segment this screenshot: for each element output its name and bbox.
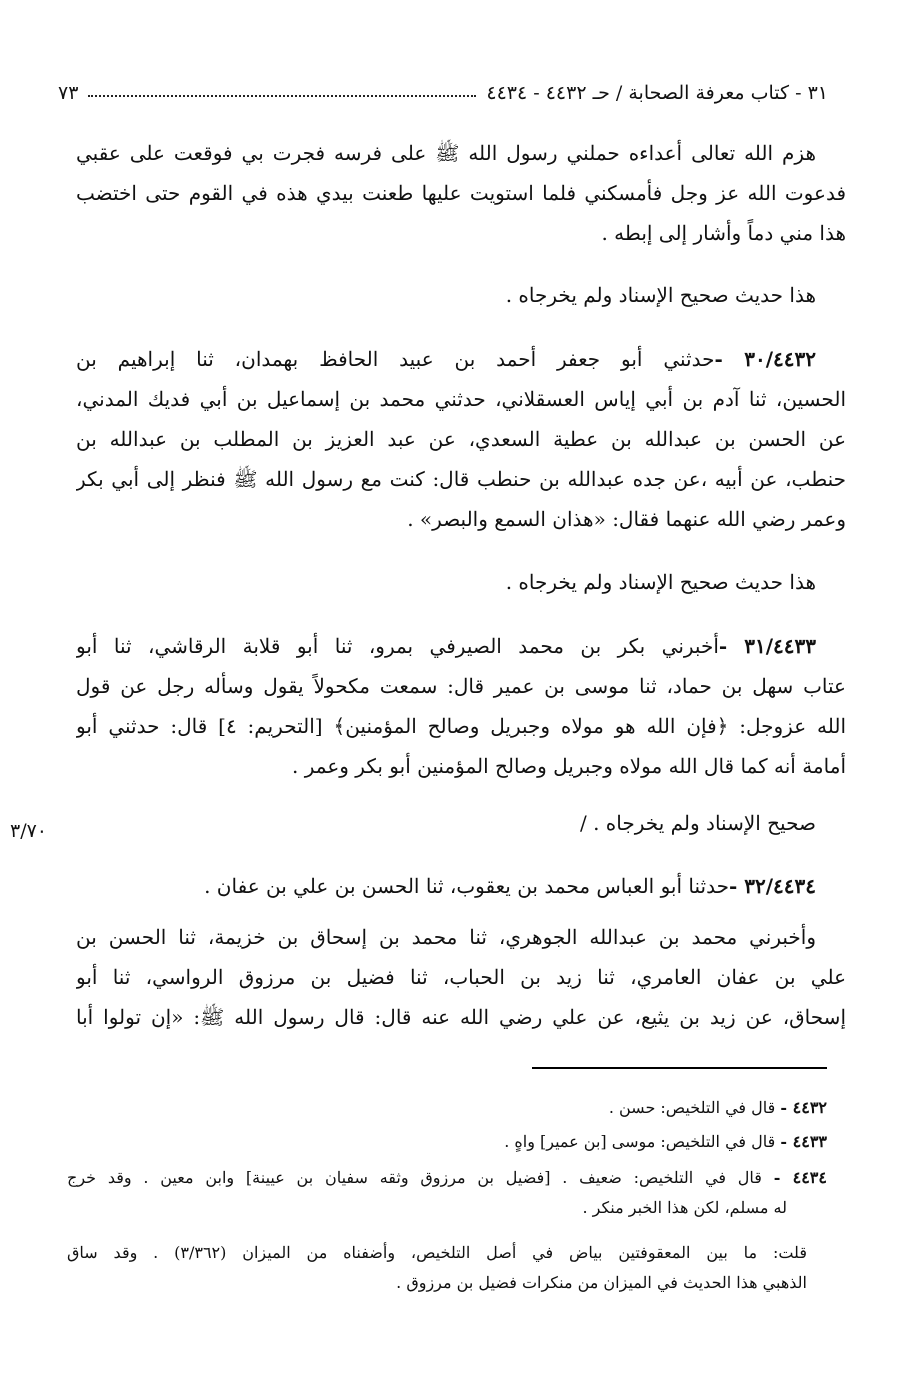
hadith-4434 bbox=[76, 866, 846, 906]
text-line: هزم الله تعالى أعداءه حملني رسول الله ﷺ على فرسه فجرت بي فوقعت على عقبي bbox=[76, 141, 816, 165]
footnote-editor-note bbox=[67, 1238, 807, 1298]
footnote-number: ٤٤٣٤ - bbox=[773, 1168, 827, 1187]
footnote-text: قال في التلخيص: حسن . bbox=[608, 1098, 776, 1117]
text-line: الله عزوجل: ﴿فإن الله هو مولاه وجبريل وصالح المؤمنين﴾ [التحريم: ٤] قال: حدثني أبو bbox=[76, 714, 846, 738]
footnote-separator bbox=[532, 1067, 827, 1069]
text-line: هذا مني دماً وأشار إلى إبطه . bbox=[601, 221, 846, 245]
hadith-verdict: صحيح الإسناد ولم يخرجاه . / bbox=[580, 811, 816, 835]
text-line: علي بن عفان العامري، ثنا زيد بن الحباب، ثنا فضيل بن مرزوق الرواسي، ثنا أبو bbox=[76, 965, 846, 989]
header-dot-leader bbox=[88, 89, 476, 97]
text-line: حنطب، عن أبيه ،عن جده عبدالله بن حنطب قال: كنت مع رسول الله ﷺ فنظر إلى أبي بكر bbox=[76, 467, 846, 491]
footnote-4433 bbox=[67, 1127, 827, 1157]
footnote-line: الذهبي هذا الحديث في الميزان من منكرات فضيل بن مرزوق . bbox=[396, 1273, 807, 1292]
running-header bbox=[58, 78, 828, 108]
hadith-text: حدثنا أبو العباس محمد بن يعقوب، ثنا الحسن بن علي بن عفان . bbox=[204, 874, 729, 898]
footnote-number: ٤٤٣٢ - bbox=[780, 1098, 827, 1117]
footnote-line: قلت: ما بين المعقوفتين بياض في أصل التلخيص، وأضفناه من الميزان (٣/٣٦٢) . وقد ساق bbox=[67, 1243, 807, 1262]
text-line: وعمر رضي الله عنهما فقال: «هذان السمع والبصر» . bbox=[407, 507, 846, 531]
header-title: ٣١ - كتاب معرفة الصحابة / حـ ٤٤٣٢ - ٤٤٣٤ bbox=[486, 82, 828, 104]
hadith-4434-second-chain bbox=[76, 917, 846, 1037]
footnote-line bbox=[67, 1163, 827, 1193]
hadith-text: أخبرني بكر بن محمد الصيرفي بمرو، ثنا أبو قلابة الرقاشي، ثنا أبو bbox=[76, 634, 719, 658]
footnote-text: قال في التلخيص: موسى [بن عمير] واهٍ . bbox=[504, 1132, 776, 1151]
footnote-line bbox=[67, 1093, 827, 1123]
hadith-verdict: هذا حديث صحيح الإسناد ولم يخرجاه . bbox=[505, 570, 816, 594]
text-line: أمامة أنه كما قال الله مولاه وجبريل وصالح المؤمنين أبو بكر وعمر . bbox=[292, 754, 846, 778]
text-line: عتاب سهل بن حماد، ثنا موسى بن عمير قال: سمعت مكحولاً يقول وسأله رجل عن قول bbox=[76, 674, 846, 698]
hadith-number: ٣٠/٤٤٣٢ - bbox=[714, 347, 817, 371]
text-line bbox=[76, 339, 846, 379]
footnote-number: ٤٤٣٣ - bbox=[780, 1132, 827, 1151]
footnote-4434 bbox=[67, 1163, 827, 1223]
hadith-number: ٣١/٤٤٣٣ - bbox=[718, 634, 816, 658]
text-line bbox=[76, 626, 846, 666]
text-line: فدعوت الله عز وجل فأمسكني فلما استويت عليها طعنت بيدي هذه في القوم حتى اختضب bbox=[76, 181, 846, 205]
paragraph-continuation bbox=[76, 133, 846, 253]
footnote-text: قال في التلخيص: ضعيف . [فضيل بن مرزوق وثقه سفيان بن عيينة] وابن معين . وقد خرج bbox=[67, 1168, 762, 1187]
footnote-line bbox=[67, 1127, 827, 1157]
text-line: عن الحسن بن عبدالله بن عطية السعدي، عن عبد العزيز بن المطلب بن عبدالله بن bbox=[76, 427, 846, 451]
text-line: إسحاق، عن زيد بن يثيع، عن علي رضي الله عنه قال: قال رسول الله ﷺ: «إن تولوا أبا bbox=[76, 1005, 846, 1029]
hadith-verdict: هذا حديث صحيح الإسناد ولم يخرجاه . bbox=[505, 283, 816, 307]
hadith-4433 bbox=[76, 626, 846, 786]
hadith-text: حدثني أبو جعفر أحمد بن عبيد الحافظ بهمدان، ثنا إبراهيم بن bbox=[76, 347, 715, 371]
hadith-number: ٣٢/٤٤٣٤ - bbox=[728, 874, 816, 898]
text-line: وأخبرني محمد بن عبدالله الجوهري، ثنا محمد بن إسحاق بن خزيمة، ثنا الحسن بن bbox=[76, 925, 816, 949]
hadith-4432 bbox=[76, 339, 846, 539]
footnote-4432 bbox=[67, 1093, 827, 1123]
text-line: الحسين، ثنا آدم بن أبي إياس العسقلاني، حدثني محمد بن إسماعيل بن أبي فديك المدني، bbox=[76, 387, 846, 411]
page-number: ٧٣ bbox=[58, 82, 79, 104]
footnote-line: له مسلم، لكن هذا الخبر منكر . bbox=[582, 1198, 787, 1217]
text-line bbox=[76, 866, 846, 906]
margin-manuscript-reference: ٣/٧٠ bbox=[10, 820, 48, 842]
